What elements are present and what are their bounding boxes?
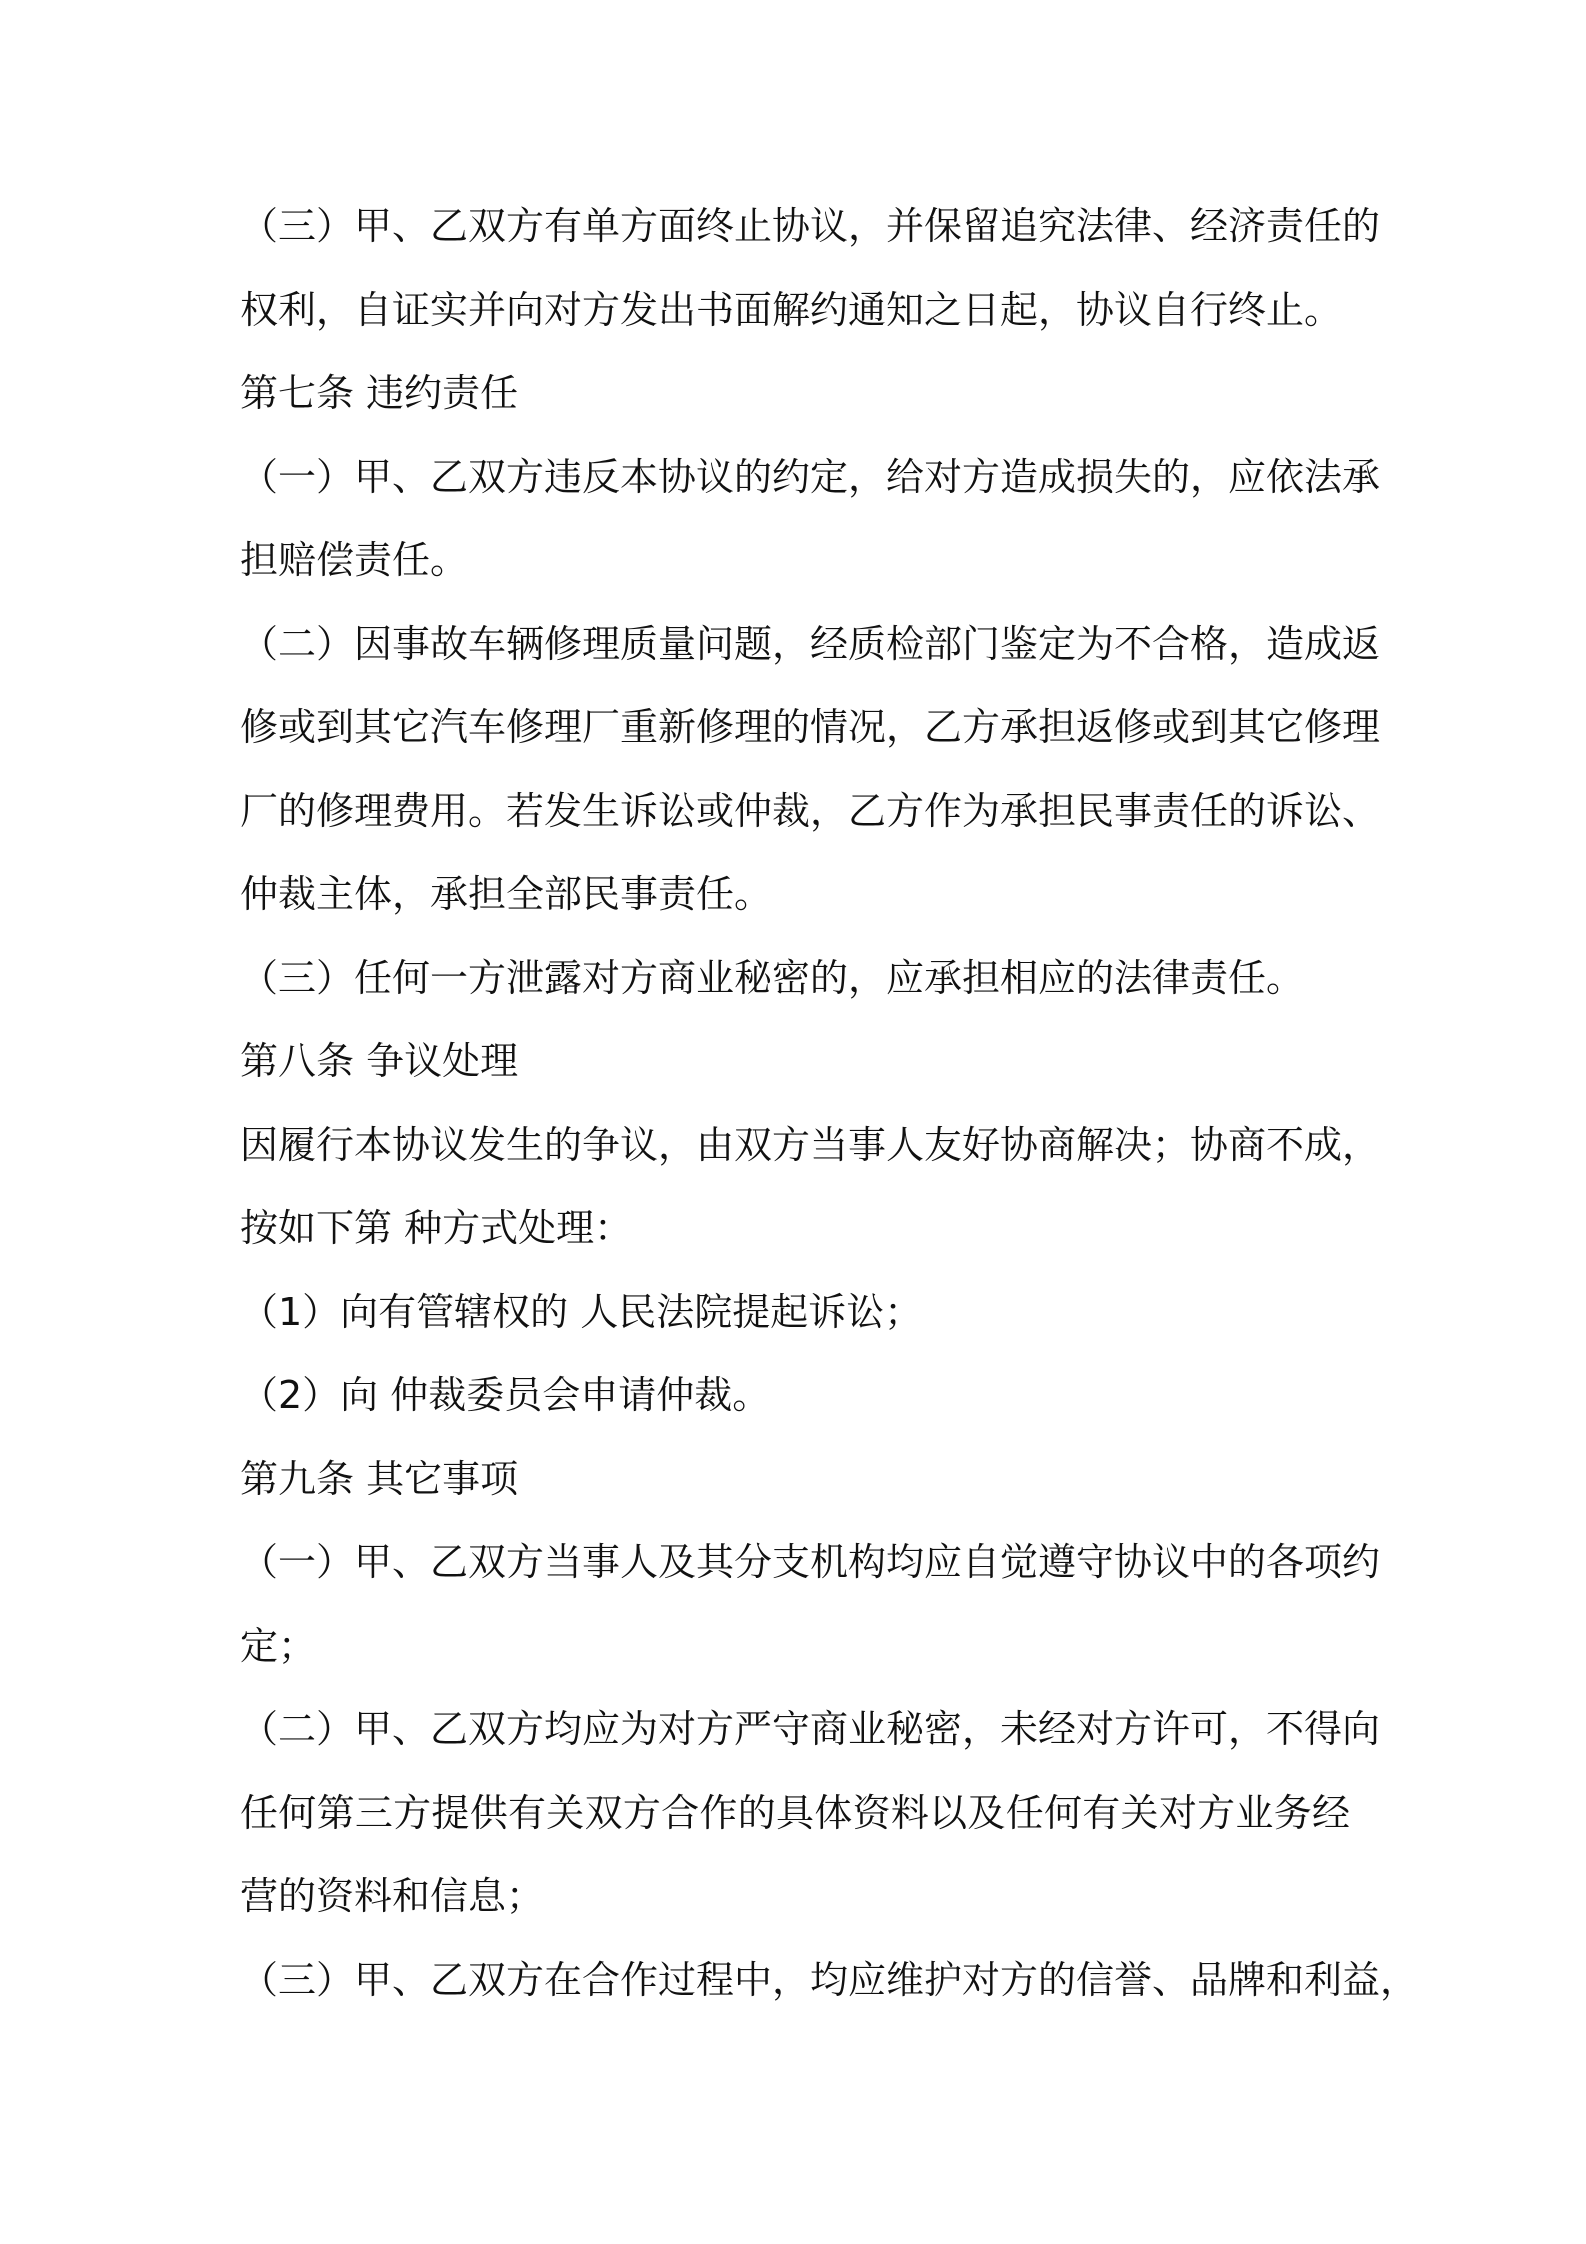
section-heading: 第八条 争议处理 xyxy=(240,1039,519,1083)
text-line: （二）因事故车辆修理质量问题，经质检部门鉴定为不合格，造成返 xyxy=(240,621,1381,666)
text-line: （二）甲、乙双方均应为对方严守商业秘密，未经对方许可，不得向 xyxy=(240,1707,1381,1751)
text-line: 担赔偿责任。 xyxy=(240,538,469,582)
text-line: （一）甲、乙双方违反本协议的约定，给对方造成损失的，应依法承 xyxy=(240,454,1381,499)
text-line: 定； xyxy=(240,1623,317,1668)
text-line: 营的资料和信息； xyxy=(240,1874,545,1918)
section-heading: 第七条 违约责任 xyxy=(240,371,519,415)
text-line: 因履行本协议发生的争议，由双方当事人友好协商解决；协商不成， xyxy=(240,1122,1381,1167)
text-line: 厂的修理费用。若发生诉讼或仲裁，乙方作为承担民事责任的诉讼、 xyxy=(240,788,1381,833)
text-line: 按如下第 种方式处理： xyxy=(240,1206,633,1250)
text-line: （2）向 仲裁委员会申请仲裁。 xyxy=(240,1373,771,1417)
text-line: 修或到其它汽车修理厂重新修理的情况，乙方承担返修或到其它修理 xyxy=(240,705,1381,749)
text-line: （一）甲、乙双方当事人及其分支机构均应自觉遵守协议中的各项约 xyxy=(240,1540,1381,1584)
text-line: 仲裁主体，承担全部民事责任。 xyxy=(240,872,773,916)
text-line: （三）任何一方泄露对方商业秘密的，应承担相应的法律责任。 xyxy=(240,955,1305,1000)
text-line: 任何第三方提供有关双方合作的具体资料以及任何有关对方业务经 xyxy=(240,1790,1350,1835)
section-heading: 第九条 其它事项 xyxy=(240,1456,519,1501)
text-line: 权利，自证实并向对方发出书面解约通知之日起，协议自行终止。 xyxy=(240,287,1343,332)
document-body xyxy=(240,196,1419,2033)
text-line: （三）甲、乙双方有单方面终止协议，并保留追究法律、经济责任的 xyxy=(240,204,1381,248)
text-line: （三）甲、乙双方在合作过程中，均应维护对方的信誉、品牌和利益， xyxy=(240,1957,1419,2002)
text-line: （1）向有管辖权的 人民法院提起诉讼； xyxy=(240,1289,923,1334)
